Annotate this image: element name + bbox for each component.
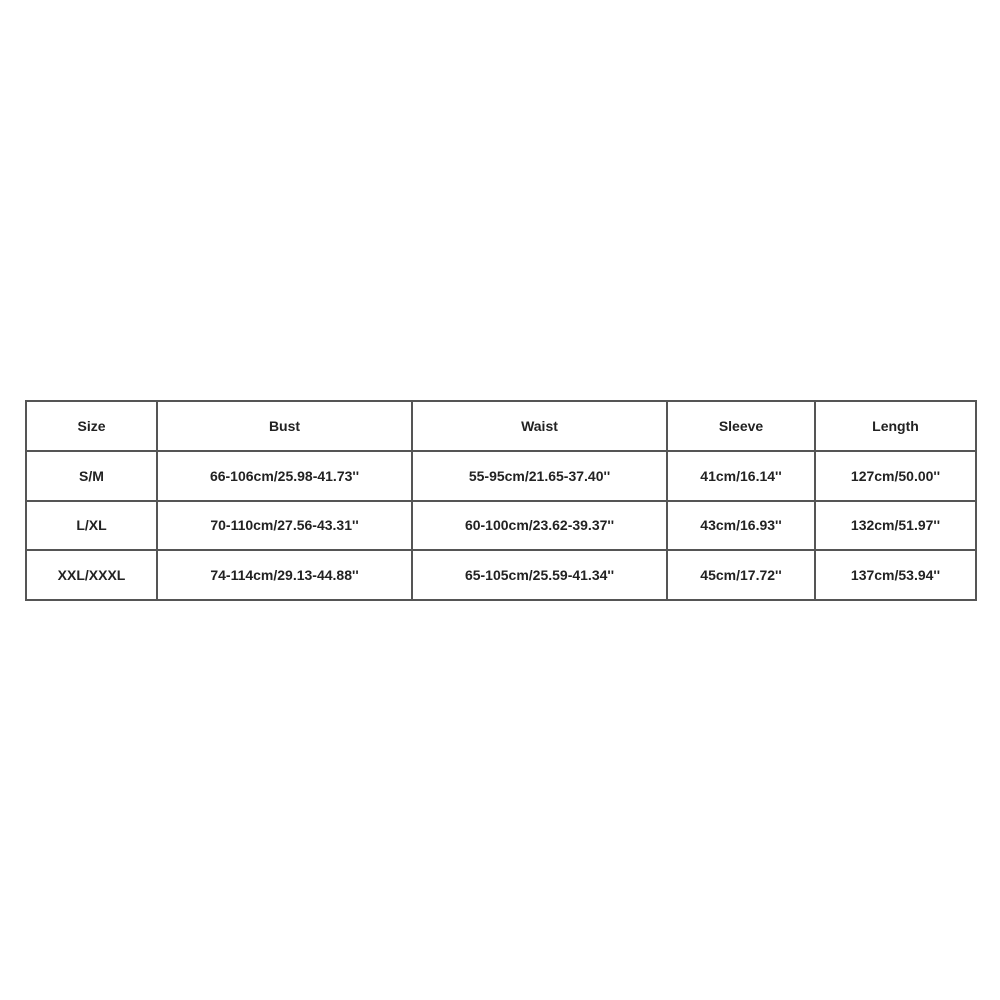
cell-bust: 74-114cm/29.13-44.88'' — [157, 550, 412, 600]
cell-length: 132cm/51.97'' — [815, 501, 976, 551]
cell-size: S/M — [26, 451, 157, 501]
header-waist: Waist — [412, 401, 667, 451]
cell-length: 137cm/53.94'' — [815, 550, 976, 600]
cell-sleeve: 41cm/16.14'' — [667, 451, 815, 501]
table-row — [26, 451, 976, 501]
table-row — [26, 550, 976, 600]
cell-waist: 55-95cm/21.65-37.40'' — [412, 451, 667, 501]
cell-length: 127cm/50.00'' — [815, 451, 976, 501]
cell-size: XXL/XXXL — [26, 550, 157, 600]
cell-waist: 60-100cm/23.62-39.37'' — [412, 501, 667, 551]
header-length: Length — [815, 401, 976, 451]
table-header-row — [26, 401, 976, 451]
header-size: Size — [26, 401, 157, 451]
cell-size: L/XL — [26, 501, 157, 551]
cell-bust: 66-106cm/25.98-41.73'' — [157, 451, 412, 501]
size-chart-table — [25, 400, 977, 601]
header-sleeve: Sleeve — [667, 401, 815, 451]
cell-sleeve: 45cm/17.72'' — [667, 550, 815, 600]
cell-sleeve: 43cm/16.93'' — [667, 501, 815, 551]
table-row — [26, 501, 976, 551]
header-bust: Bust — [157, 401, 412, 451]
cell-waist: 65-105cm/25.59-41.34'' — [412, 550, 667, 600]
cell-bust: 70-110cm/27.56-43.31'' — [157, 501, 412, 551]
